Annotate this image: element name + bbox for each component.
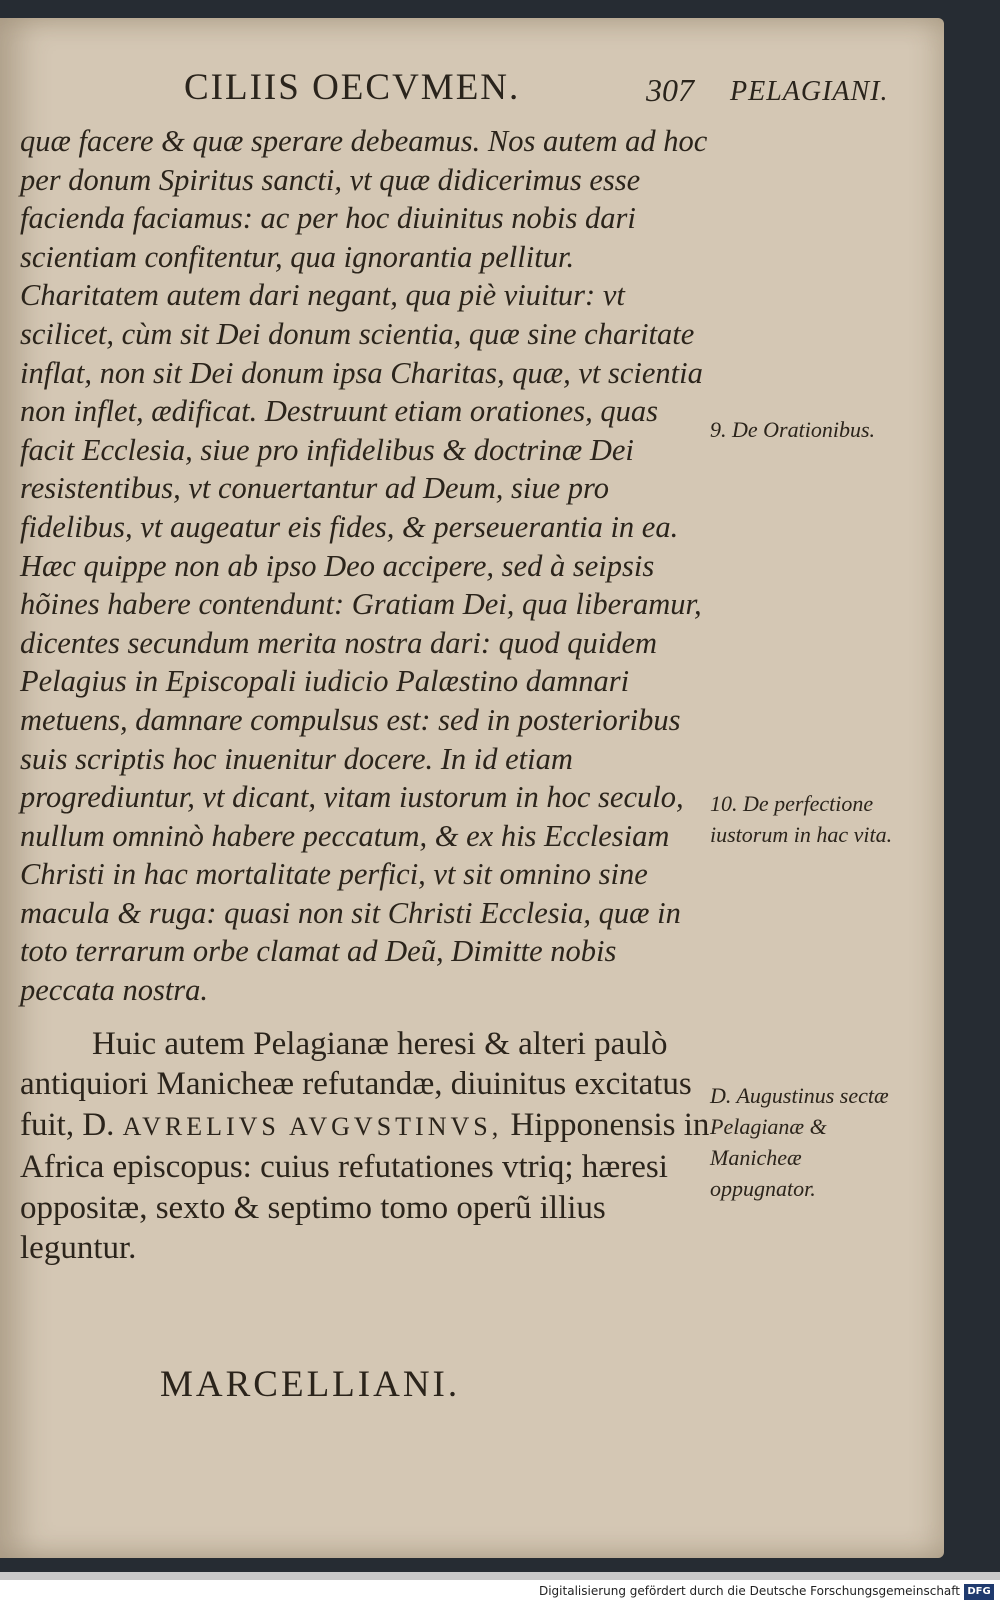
author-name: AVRELIVS AVGVSTINVS, bbox=[122, 1111, 503, 1141]
footer-credit: Digitalisierung gefördert durch die Deutsche Forschungsgemeinschaft bbox=[538, 1584, 960, 1598]
page-number: 307 bbox=[646, 72, 694, 108]
margin-note-perfectione: 10. De perfectione iustorum in hac vita. bbox=[710, 791, 893, 847]
dfg-logo: DFG bbox=[964, 1584, 994, 1600]
roman-text-before: Huic autem Pelagianæ heresi & alteri paulò antiquiori Manicheæ refutandæ, diuinitus excitatus fuit, D. bbox=[20, 1025, 692, 1143]
running-title: CILIIS OECVMEN. bbox=[184, 67, 521, 108]
margin-note-augustinus: D. Augustinus sectæ Pelagianæ & Manicheæ oppugnator. bbox=[710, 1083, 889, 1201]
section-heading: PELAGIANI. bbox=[730, 76, 889, 107]
footer-bar bbox=[0, 1580, 1000, 1605]
italic-paragraph: quæ facere & quæ sperare debeamus. Nos autem ad hoc per donum Spiritus sancti, vt quæ didicerimus esse facienda faciamus: ac per hoc diuinitus nobis dari scientiam confitentur, qua ignorantia pellitur. Charitatem autem dari negant, qua piè viuitur: vt scilicet, cùm sit Dei donum scientia, quæ sine charitate inflat, non sit Dei donum ipsa Charitas, quæ, vt scientia non inflet, ædificat. Destruunt etiam orationes, quas facit Ecclesia, siue pro infidelibus & doctrinæ Dei resistentibus, vt conuertantur ad Deum, siue pro fidelibus, vt augeatur eis fides, & perseuerantia in ea. Hæc quippe non ab ipso Deo accipere, sed à seipsis hõines habere contendunt: Gratiam Dei, qua liberamur, dicentes secundum merita nostra dari: quod quidem Pelagius in Episcopali iudicio Palæstino damnari metuens, damnare compulsus est: sed in posterioribus suis scriptis hoc inuenitur docere. In id etiam progrediuntur, vt dicant, vitam iustorum in hoc seculo, nullum omninò habere peccatum, & ex his Ecclesiam Christi in hac mortalitate perfici, vt sit omnino sine macula & ruga: quasi non sit Christi Ecclesia, quæ in toto terrarum orbe clamat ad Deũ, Dimitte nobis peccata nostra. bbox=[20, 124, 708, 1008]
roman-text-after: Hipponensis in Africa episcopus: cuius refutationes vtriq; hæresi oppositæ, sexto & septimo tomo operũ illius leguntur. bbox=[20, 1106, 710, 1267]
main-text bbox=[20, 122, 710, 1269]
catchword: MARCELLIANI. bbox=[160, 1364, 461, 1405]
margin-note-orationibus: 9. De Orationibus. bbox=[710, 417, 875, 442]
roman-paragraph bbox=[20, 1024, 710, 1269]
running-header bbox=[0, 66, 944, 116]
book-page bbox=[0, 18, 944, 1558]
